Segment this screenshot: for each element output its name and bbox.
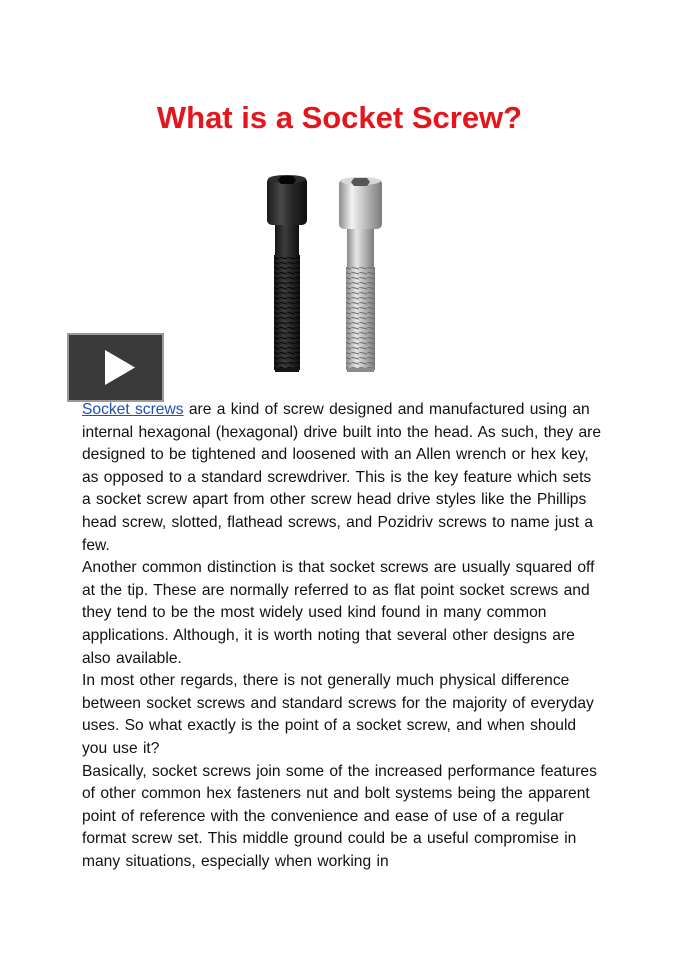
black-socket-screw [267,175,307,372]
play-icon [69,335,162,400]
paragraph-2: Another common distinction is that socket screws are usually squared off at the tip. These are normally referred to as flat point socket screws and they tend to be the most widely used kind found in many common applications. Although, it is worth noting that several other designs are also available. [82,559,595,667]
play-button[interactable] [67,333,164,402]
article-body [82,399,602,873]
page-title: What is a Socket Screw? [156,100,523,135]
paragraph-1 [82,399,602,557]
socket-screws-link[interactable]: Socket screws [82,401,184,418]
paragraph-4: Basically, socket screws join some of the increased performance features of other common hex fasteners nut and bolt systems being the apparent point of reference with the convenience and ease of use of a regular format screw set. This middle ground could be a useful compromise in many situations, especially when working in [82,762,597,870]
paragraph-1-text: are a kind of screw designed and manufactured using an internal hexagonal (hexagonal) drive built into the head. As such, they are designed to be tightened and loosened with an Allen wrench or hex key, as opposed to a standard screwdriver. This is the key feature which sets a socket screw apart from other screw head drive styles like the Phillips head screw, slotted, flathead screws, and Pozidriv screws to name just a few. [82,401,601,554]
socket-screws-image [255,172,405,377]
paragraph-3: In most other regards, there is not generally much physical difference between socket screws and standard screws for the majority of everyday uses. So what exactly is the point of a socket screw, and when should you use it? [82,672,594,757]
silver-socket-screw [339,177,382,372]
